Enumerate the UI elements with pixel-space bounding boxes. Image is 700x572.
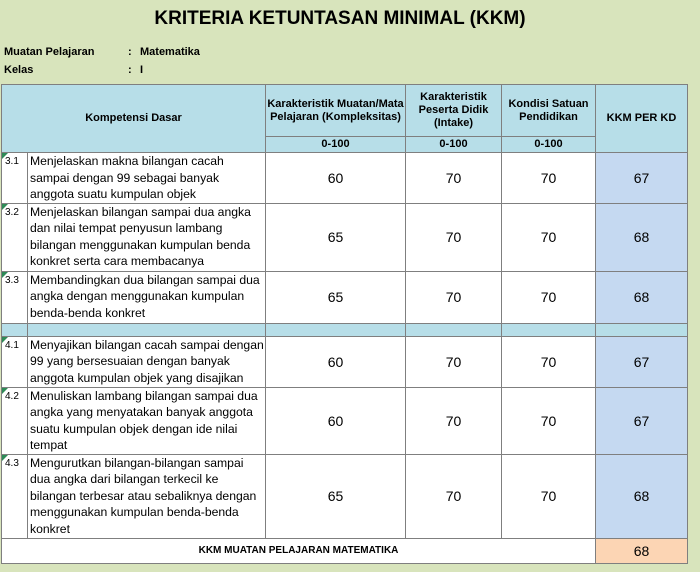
footer-kkm-value: 68 [596,538,688,563]
header-complexity: Karakteristik Muatan/Mata Pelajaran (Kompleksitas) [266,85,406,137]
kd-text: Menyajikan bilangan cacah sampai dengan 99 yang bersesuaian dengan banyak anggota kumpulan objek yang disajikan [28,336,266,387]
complexity-value: 60 [266,387,406,454]
header-kkm: KKM PER KD [596,85,688,153]
condition-value: 70 [502,203,596,271]
condition-value: 70 [502,271,596,323]
kkm-value: 67 [596,387,688,454]
kd-text: Menjelaskan bilangan sampai dua angka dan nilai tempat penyusun lambang bilangan menggunakan kumpulan benda konkret serta cara membacanya [28,203,266,271]
kd-number: 3.2 [2,203,28,271]
kd-number: 3.1 [2,153,28,204]
header-range: 0-100 [502,137,596,153]
intake-value: 70 [406,387,502,454]
header-intake: Karakteristik Peserta Didik (Intake) [406,85,502,137]
condition-value: 70 [502,153,596,204]
kkm-value: 68 [596,454,688,538]
subject-separator: : [128,46,132,58]
header-kd: Kompetensi Dasar [2,85,266,153]
header-range: 0-100 [406,137,502,153]
kd-text: Menuliskan lambang bilangan sampai dua angka yang menyatakan banyak anggota suatu kumpulan objek dengan ide nilai tempat [28,387,266,454]
complexity-value: 60 [266,336,406,387]
table-row [2,387,688,454]
intake-value: 70 [406,454,502,538]
subject-value: Matematika [140,46,200,58]
table-row [2,454,688,538]
separator-row [2,323,688,336]
kkm-value: 68 [596,271,688,323]
kkm-value: 67 [596,336,688,387]
kd-number: 4.2 [2,387,28,454]
kkm-value: 67 [596,153,688,204]
kd-text: Mengurutkan bilangan-bilangan sampai dua angka dari bilangan terkecil ke bilangan terbesar atau sebaliknya dengan menggunakan kumpulan benda-benda konkret [28,454,266,538]
condition-value: 70 [502,336,596,387]
class-value: I [140,64,144,76]
complexity-value: 60 [266,153,406,204]
table-row [2,336,688,387]
class-separator: : [128,64,132,76]
intake-value: 70 [406,336,502,387]
condition-value: 70 [502,454,596,538]
header-range: 0-100 [266,137,406,153]
subject-row [4,46,200,58]
complexity-value: 65 [266,454,406,538]
page-title: KRITERIA KETUNTASAN MINIMAL (KKM) [154,8,526,29]
kkm-value: 68 [596,203,688,271]
condition-value: 70 [502,387,596,454]
intake-value: 70 [406,153,502,204]
header-condition: Kondisi Satuan Pendidikan [502,85,596,137]
table-row [2,153,688,204]
class-label: Kelas [4,64,34,76]
intake-value: 70 [406,271,502,323]
kd-number: 3.3 [2,271,28,323]
table-row [2,203,688,271]
kd-text: Menjelaskan makna bilangan cacah sampai dengan 99 sebagai banyak anggota suatu kumpulan objek [28,153,266,204]
table-row [2,271,688,323]
kd-text: Membandingkan dua bilangan sampai dua angka dengan menggunakan kumpulan benda-benda konkret [28,271,266,323]
kd-number: 4.3 [2,454,28,538]
subject-label: Muatan Pelajaran [4,46,95,58]
footer-label: KKM MUATAN PELAJARAN MATEMATIKA [2,538,596,563]
complexity-value: 65 [266,203,406,271]
footer-row [2,538,688,563]
intake-value: 70 [406,203,502,271]
complexity-value: 65 [266,271,406,323]
kd-number: 4.1 [2,336,28,387]
kkm-table [1,84,688,564]
class-row [4,64,143,76]
